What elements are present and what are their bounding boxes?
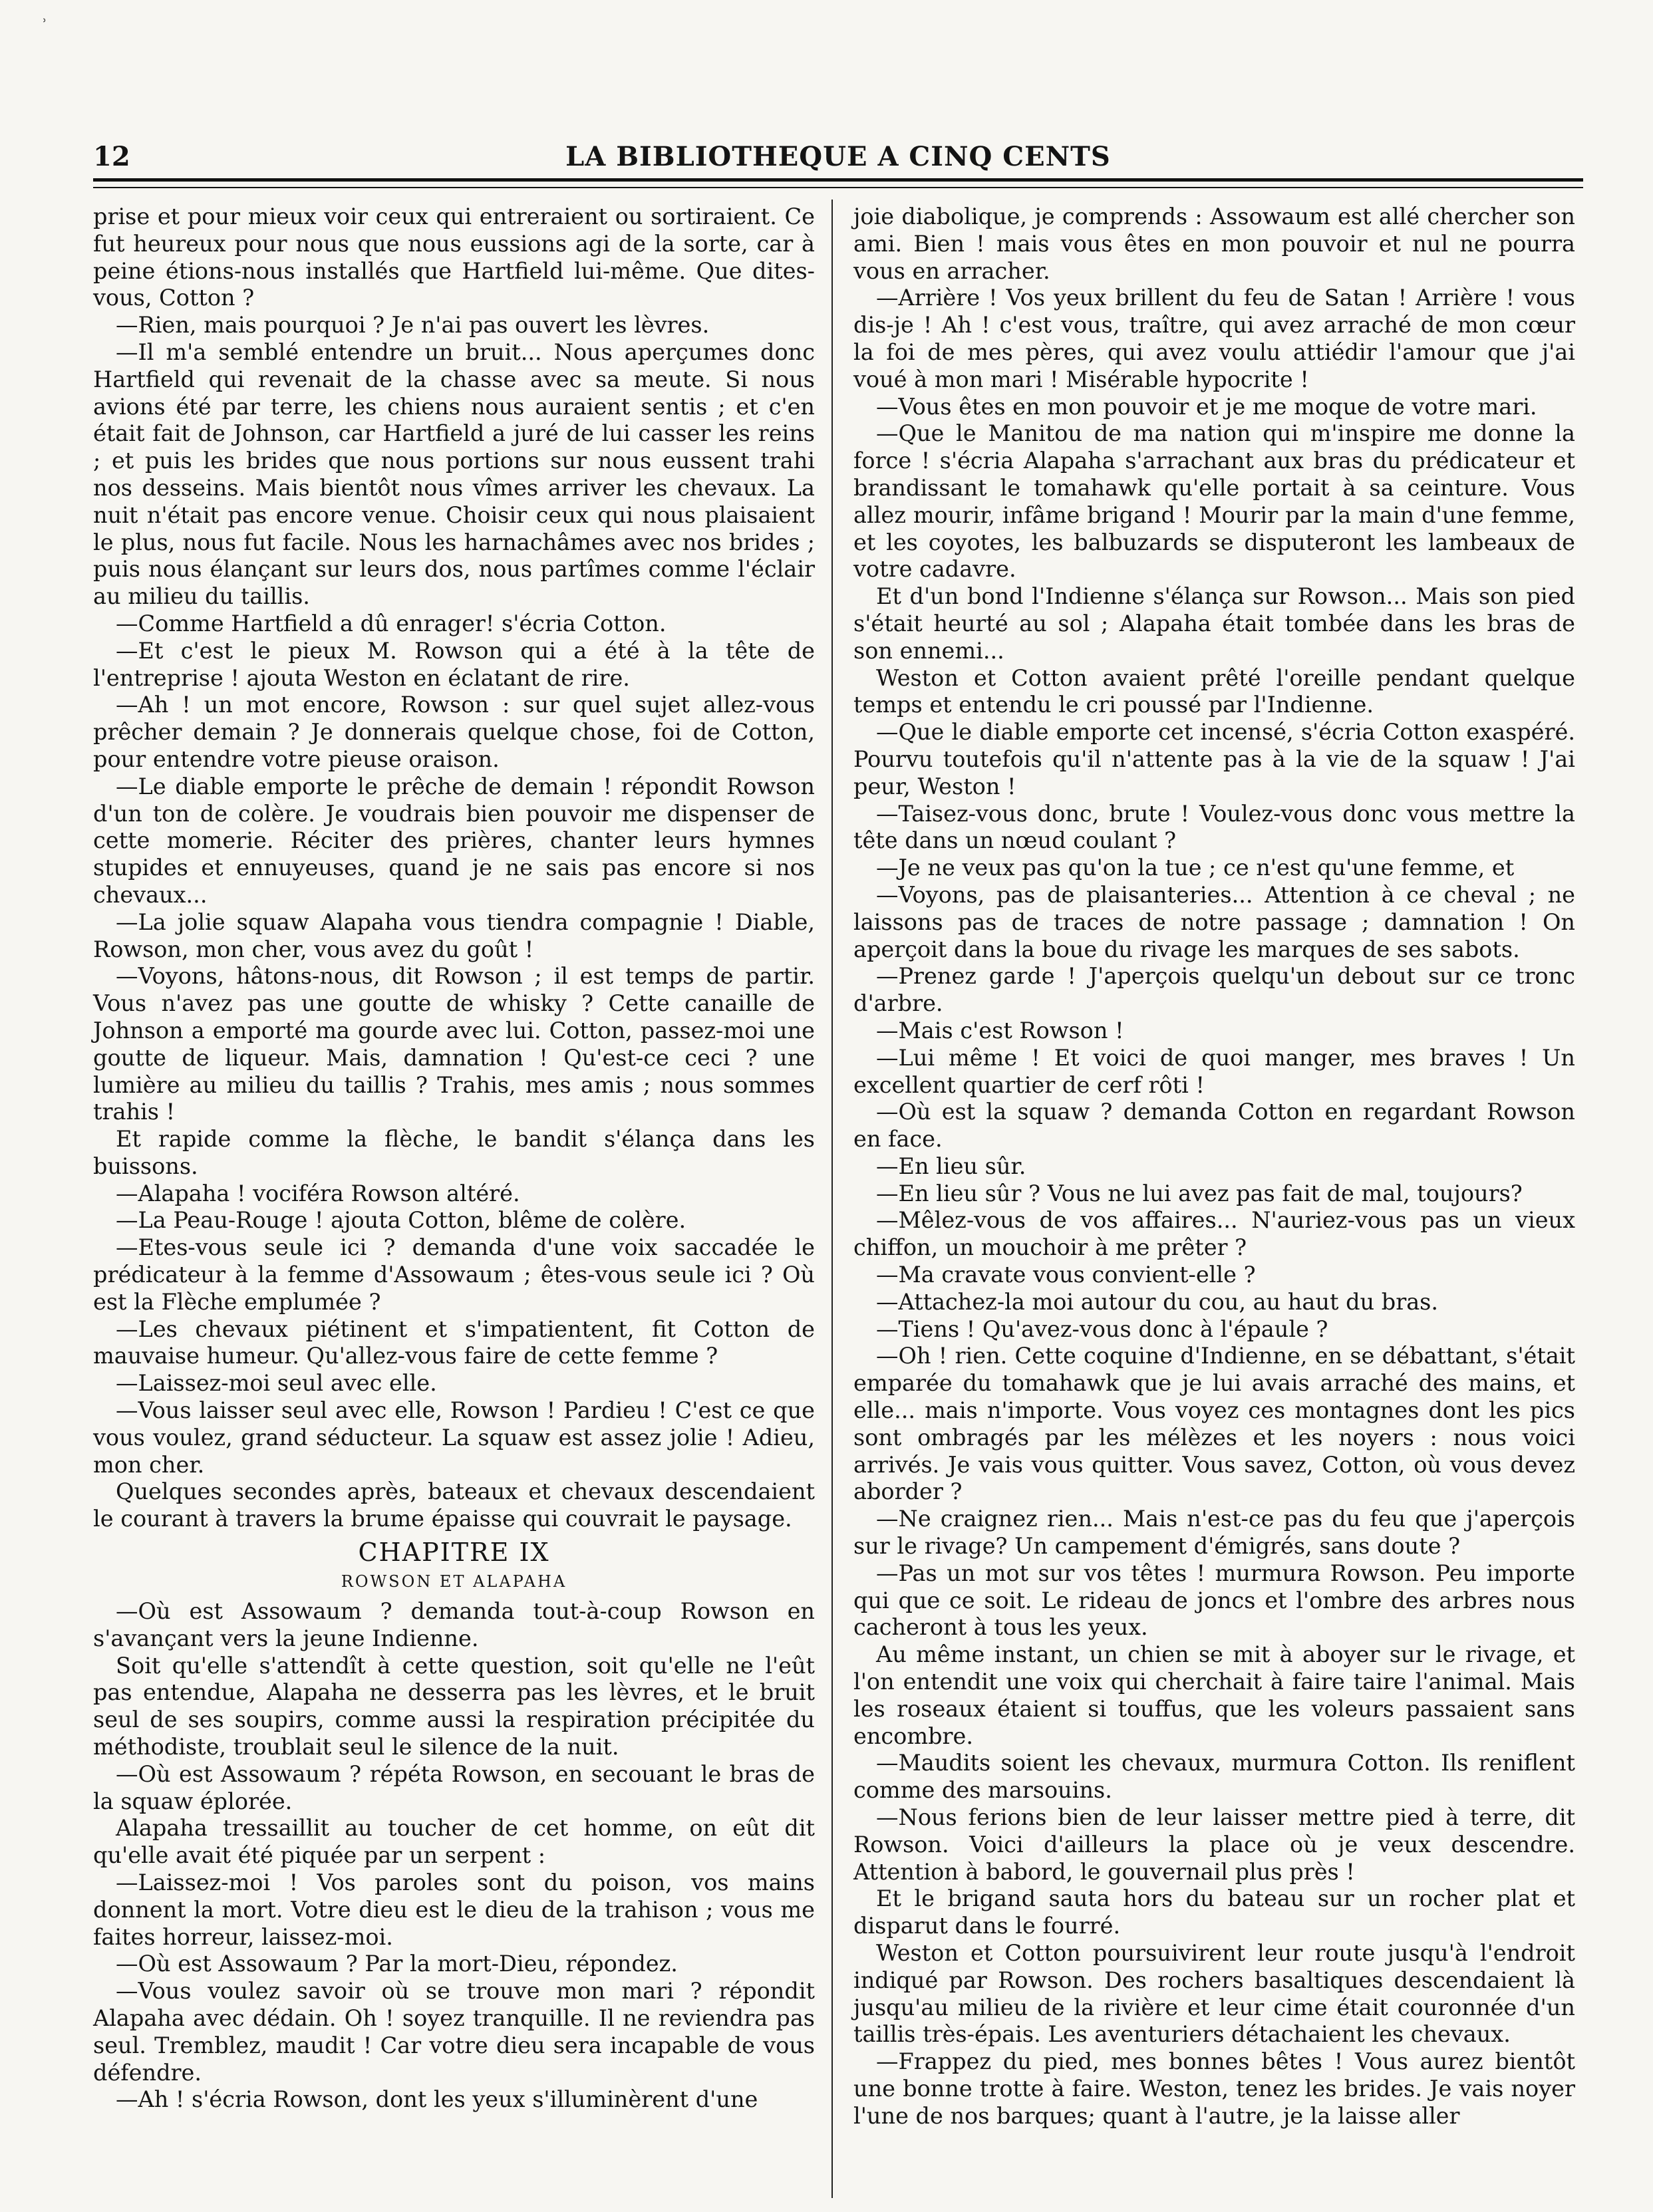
paragraph: —La Peau-Rouge ! ajouta Cotton, blême de colère. — [116, 1207, 686, 1234]
paragraph: Weston et Cotton avaient prêté l'oreille pendant quelque temps et entendu le cri poussé par l'Indienne. — [853, 664, 1575, 718]
paragraph: —Ma cravate vous convient-elle ? — [876, 1262, 1256, 1288]
paragraph: —Je ne veux pas qu'on la tue ; ce n'est qu'une femme, et — [876, 855, 1515, 881]
paragraph: —En lieu sûr ? Vous ne lui avez pas fait de mal, toujours? — [876, 1180, 1523, 1206]
right-column — [853, 204, 1575, 2130]
paragraph: prise et pour mieux voir ceux qui entreraient ou sortiraient. Ce fut heureux pour nous que nous eussions agi de la sorte, car à peine étions-nous installés que Hartfield lui-même. Que dites-vous, Cotton ? — [93, 204, 815, 311]
paragraph: Et d'un bond l'Indienne s'élança sur Rowson... Mais son pied s'était heurté au sol ; Alapaha était tombée dans les bras de son ennemi... — [853, 583, 1575, 664]
paragraph: —Vous êtes en mon pouvoir et je me moque de votre mari. — [876, 393, 1537, 420]
paragraph: —Prenez garde ! J'aperçois quelqu'un debout sur ce tronc d'arbre. — [853, 963, 1575, 1017]
paragraph: —Alapaha ! vociféra Rowson altéré. — [116, 1180, 520, 1206]
left-column — [93, 204, 815, 2114]
right-column-text — [853, 204, 1575, 2130]
paragraph: —Taisez-vous donc, brute ! Voulez-vous donc vous mettre la tête dans un nœud coulant ? — [853, 800, 1575, 854]
paragraph: —Ah ! s'écria Rowson, dont les yeux s'illuminèrent d'une — [116, 2086, 758, 2113]
paragraph: joie diabolique, je comprends : Assowaum est allé chercher son ami. Bien ! mais vous êtes en mon pouvoir et nul ne pourra vous en arracher. — [853, 204, 1575, 284]
paragraph: Weston et Cotton poursuivirent leur route jusqu'à l'endroit indiqué par Rowson. Des rochers basaltiques descendaient là jusqu'au milieu de la rivière et leur cime était couronnée d'un taillis très-épais. Les aventuriers détachaient les chevaux. — [853, 1940, 1575, 2048]
paragraph: —Arrière ! Vos yeux brillent du feu de Satan ! Arrière ! vous dis-je ! Ah ! c'est vous, traître, qui avez arraché de mon cœur la foi de mes pères, qui avez voulu attiédir l'amour que j'ai voué à mon mari ! Misérable hypocrite ! — [853, 285, 1575, 392]
paragraph: —Ah ! un mot encore, Rowson : sur quel sujet allez-vous prêcher demain ? Je donnerais quelque chose, foi de Cotton, pour entendre votre pieuse oraison. — [93, 692, 815, 772]
paragraph: —Où est la squaw ? demanda Cotton en regardant Rowson en face. — [853, 1099, 1575, 1153]
paragraph: —Nous ferions bien de leur laisser mettre pied à terre, dit Rowson. Voici d'ailleurs la place où je veux descendre. Attention à babord, le gouvernail plus près ! — [853, 1804, 1575, 1885]
paragraph: —Vous voulez savoir où se trouve mon mari ? répondit Alapaha avec dédain. Oh ! soyez tranquille. Il ne reviendra pas seul. Tremblez, maudit ! Car votre dieu sera incapable de vous défendre. — [93, 1978, 815, 2086]
paragraph: —Vous laisser seul avec elle, Rowson ! Pardieu ! C'est ce que vous voulez, grand séducteur. La squaw est assez jolie ! Adieu, mon cher. — [93, 1397, 815, 1478]
paragraph: —Ne craignez rien... Mais n'est-ce pas du feu que j'aperçois sur le rivage? Un campement d'émigrés, sans doute ? — [853, 1506, 1575, 1560]
paragraph: —Laissez-moi ! Vos paroles sont du poison, vos mains donnent la mort. Votre dieu est le dieu de la trahison ; vous me faites horreur, laissez-moi. — [93, 1869, 815, 1950]
column-divider — [831, 200, 833, 2198]
chapter-title: CHAPITRE IX — [358, 1538, 550, 1568]
paragraph: Et le brigand sauta hors du bateau sur un rocher plat et disparut dans le fourré. — [853, 1885, 1575, 1939]
paragraph: —Où est Assowaum ? Par la mort-Dieu, répondez. — [116, 1951, 678, 1977]
paragraph: —Où est Assowaum ? demanda tout-à-coup Rowson en s'avançant vers la jeune Indienne. — [93, 1598, 815, 1651]
left-column-text-chapter — [93, 1598, 815, 2114]
corner-mark: ˒ — [43, 13, 47, 30]
paragraph: —Les chevaux piétinent et s'impatientent, fit Cotton de mauvaise humeur. Qu'allez-vous faire de cette femme ? — [93, 1315, 815, 1369]
left-column-text — [93, 204, 815, 1533]
running-title: LA BIBLIOTHEQUE A CINQ CENTS — [565, 141, 1111, 172]
paragraph: Et rapide comme la flèche, le bandit s'élança dans les buissons. — [93, 1126, 815, 1179]
header-rule-thin — [93, 187, 1583, 188]
paragraph: Alapaha tressaillit au toucher de cet homme, on eût dit qu'elle avait été piquée par un serpent : — [93, 1815, 815, 1869]
paragraph: —Frappez du pied, mes bonnes bêtes ! Vous aurez bientôt une bonne trotte à faire. Weston, tenez les brides. Je vais noyer l'une de nos barques; quant à l'autre, je la laisse aller — [853, 2048, 1575, 2129]
paragraph: —Mais c'est Rowson ! — [876, 1017, 1124, 1043]
paragraph: Quelques secondes après, bateaux et chevaux descendaient le courant à travers la brume épaisse qui couvrait le paysage. — [93, 1478, 815, 1532]
paragraph: —Tiens ! Qu'avez-vous donc à l'épaule ? — [876, 1315, 1328, 1342]
paragraph: Au même instant, un chien se mit à aboyer sur le rivage, et l'on entendit une voix qui cherchait à faire taire l'animal. Mais les roseaux étaient si touffus, que les voleurs passaient sans encombre. — [853, 1641, 1575, 1749]
paragraph: —Le diable emporte le prêche de demain ! répondit Rowson d'un ton de colère. Je voudrais bien pouvoir me dispenser de cette momerie. Réciter des prières, chanter leurs hymnes stupides et ennuyeuses, quand je ne sais pas encore si nos chevaux... — [93, 773, 815, 908]
paragraph: —Où est Assowaum ? répéta Rowson, en secouant le bras de la squaw éplorée. — [93, 1760, 815, 1814]
paragraph: —En lieu sûr. — [876, 1153, 1026, 1179]
paragraph: —Que le Manitou de ma nation qui m'inspire me donne la force ! s'écria Alapaha s'arrachant aux bras du prédicateur et brandissant le tomahawk qu'elle portait à sa ceinture. Vous allez mourir, infâme brigand ! Mourir par la main d'une femme, et les coyotes, les balbuzards se disputeront les lambeaux de votre cadavre. — [853, 420, 1575, 583]
paragraph: —Oh ! rien. Cette coquine d'Indienne, en se débattant, s'était emparée du tomahawk que je lui avais arraché des mains, et elle... mais n'importe. Vous voyez ces montagnes dont les pics sont ombragés par les mélèzes et les noyers : nous voici arrivés. Je vais vous quitter. Vous savez, Cotton, où vous devez aborder ? — [853, 1343, 1575, 1505]
page-number: 12 — [93, 141, 130, 172]
paragraph: —La jolie squaw Alapaha vous tiendra compagnie ! Diable, Rowson, mon cher, vous avez du goût ! — [93, 908, 815, 962]
paragraph: —Pas un mot sur vos têtes ! murmura Rowson. Peu importe qui que ce soit. Le rideau de joncs et l'ombre des arbres nous cacheront à tous les yeux. — [853, 1560, 1575, 1641]
page-header — [93, 141, 1583, 174]
paragraph: —Rien, mais pourquoi ? Je n'ai pas ouvert les lèvres. — [116, 312, 710, 339]
paragraph: —Voyons, pas de plaisanteries... Attention à ce cheval ; ne laissons pas de traces de notre passage ; damnation ! On aperçoit dans la boue du rivage les marques de ses sabots. — [853, 881, 1575, 962]
paragraph: —Attachez-la moi autour du cou, au haut du bras. — [876, 1288, 1439, 1315]
paragraph: —Voyons, hâtons-nous, dit Rowson ; il est temps de partir. Vous n'avez pas une goutte de whisky ? Cette canaille de Johnson a emporté ma gourde avec lui. Cotton, passez-moi une goutte de liqueur. Mais, damnation ! Qu'est-ce ceci ? une lumière au milieu du taillis ? Trahis, mes amis ; nous sommes trahis ! — [93, 963, 815, 1125]
paragraph: —Lui même ! Et voici de quoi manger, mes braves ! Un excellent quartier de cerf rôti ! — [853, 1044, 1575, 1098]
paragraph: —Mêlez-vous de vos affaires... N'auriez-vous pas un vieux chiffon, un mouchoir à me prêter ? — [853, 1207, 1575, 1261]
paragraph: —Maudits soient les chevaux, murmura Cotton. Ils reniflent comme des marsouins. — [853, 1750, 1575, 1804]
paragraph: —Et c'est le pieux M. Rowson qui a été à la tête de l'entreprise ! ajouta Weston en éclatant de rire. — [93, 637, 815, 691]
paragraph: —Laissez-moi seul avec elle. — [116, 1370, 437, 1397]
paragraph: —Etes-vous seule ici ? demanda d'une voix saccadée le prédicateur à la femme d'Assowaum ; êtes-vous seule ici ? Où est la Flèche emplumée ? — [93, 1234, 815, 1315]
paragraph: —Comme Hartfield a dû enrager! s'écria Cotton. — [116, 610, 667, 636]
paragraph: Soit qu'elle s'attendît à cette question, soit qu'elle ne l'eût pas entendue, Alapaha ne desserra pas les lèvres, et le bruit seul de ses soupirs, comme aussi la respiration précipitée du méthodiste, troublait seul le silence de la nuit. — [93, 1652, 815, 1760]
chapter-subtitle: ROWSON ET ALAPAHA — [341, 1572, 567, 1591]
header-rule-thick — [93, 178, 1583, 182]
paragraph: —Que le diable emporte cet incensé, s'écria Cotton exaspéré. Pourvu toutefois qu'il n'attente pas à la vie de la squaw ! J'ai peur, Weston ! — [853, 719, 1575, 799]
paragraph: —Il m'a semblé entendre un bruit... Nous aperçumes donc Hartfield qui revenait de la chasse avec sa meute. Si nous avions été par terre, les chiens nous auraient sentis ; et c'en était fait de Johnson, car Hartfield a juré de lui casser les reins ; et puis les brides que nous portions sur nous eussent trahi nos desseins. Mais bientôt nous vîmes arriver les chevaux. La nuit n'était pas encore venue. Choisir ceux qui nous plaisaient le plus, nous fut facile. Nous les harnachâmes avec nos brides ; puis nous élançant sur leurs dos, nous partîmes comme l'éclair au milieu du taillis. — [93, 339, 815, 610]
